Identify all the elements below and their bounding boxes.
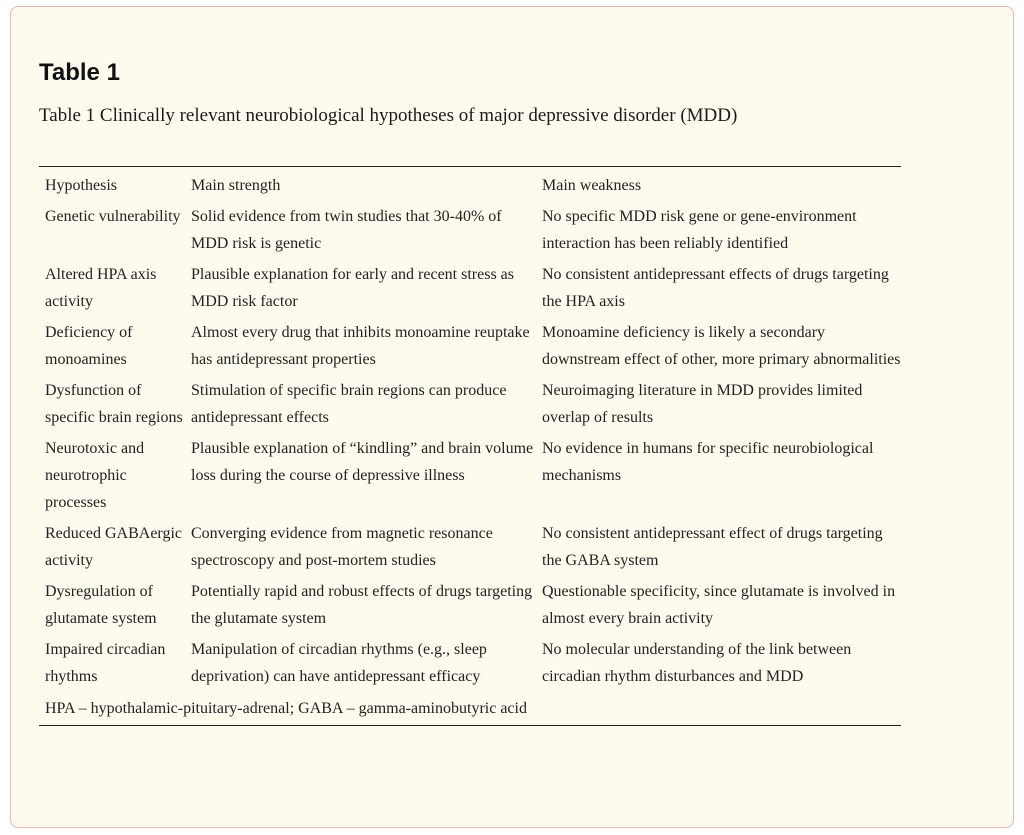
hypothesis-cell: Dysfunction of specific brain regions <box>45 382 183 426</box>
table-header-row <box>39 167 901 200</box>
hypotheses-table <box>39 166 901 726</box>
strength-cell: Potentially rapid and robust effects of drugs targeting the glutamate system <box>191 583 533 627</box>
table-footnote-row <box>39 690 901 726</box>
hypothesis-cell: Dysregulation of glutamate system <box>45 583 157 627</box>
strength-cell: Stimulation of specific brain regions can produce antidepressant effects <box>191 382 507 426</box>
strength-cell: Converging evidence from magnetic resonance spectroscopy and post-mortem studies <box>191 525 493 569</box>
table-row <box>39 516 901 574</box>
hypothesis-cell: Neurotoxic and neurotrophic processes <box>45 440 145 511</box>
table-heading: Table 1 <box>39 59 120 86</box>
table-row <box>39 373 901 431</box>
weakness-cell: No consistent antidepressant effect of drugs targeting the GABA system <box>542 525 883 569</box>
table-footnote: HPA – hypothalamic-pituitary-adrenal; GABA – gamma-aminobutyric acid <box>45 700 527 717</box>
strength-cell: Almost every drug that inhibits monoamine reuptake has antidepressant properties <box>191 324 530 368</box>
weakness-cell: No consistent antidepressant effects of drugs targeting the HPA axis <box>542 266 889 310</box>
hypothesis-cell: Genetic vulnerability <box>45 208 181 225</box>
strength-cell: Plausible explanation of “kindling” and brain volume loss during the course of depressive illness <box>191 440 534 484</box>
weakness-cell: No specific MDD risk gene or gene-environment interaction has been reliably identified <box>542 208 857 252</box>
table-row <box>39 431 901 516</box>
weakness-cell: Questionable specificity, since glutamate is involved in almost every brain activity <box>542 583 896 627</box>
hypothesis-cell: Reduced GABAergic activity <box>45 525 182 569</box>
weakness-cell: No evidence in humans for specific neurobiological mechanisms <box>542 440 874 484</box>
table-row <box>39 574 901 632</box>
hypothesis-cell: Impaired circadian rhythms <box>45 641 166 685</box>
table-row <box>39 315 901 373</box>
hypothesis-cell: Deficiency of monoamines <box>45 324 133 368</box>
strength-cell: Plausible explanation for early and recent stress as MDD risk factor <box>191 266 514 310</box>
weakness-cell: Neuroimaging literature in MDD provides limited overlap of results <box>542 382 863 426</box>
table-row <box>39 199 901 257</box>
table-row <box>39 632 901 690</box>
weakness-cell: Monoamine deficiency is likely a secondary downstream effect of other, more primary abnormalities <box>542 324 901 368</box>
strength-cell: Solid evidence from twin studies that 30-40% of MDD risk is genetic <box>191 208 502 252</box>
table-caption: Table 1 Clinically relevant neurobiological hypotheses of major depressive disorder (MDD) <box>39 105 738 126</box>
strength-cell: Manipulation of circadian rhythms (e.g., sleep deprivation) can have antidepressant efficacy <box>191 641 487 685</box>
column-header-weakness: Main weakness <box>542 177 642 194</box>
hypothesis-cell: Altered HPA axis activity <box>45 266 157 310</box>
weakness-cell: No molecular understanding of the link between circadian rhythm disturbances and MDD <box>542 641 852 685</box>
table-row <box>39 257 901 315</box>
column-header-strength: Main strength <box>191 177 281 194</box>
column-header-hypothesis: Hypothesis <box>45 177 117 194</box>
table-card <box>10 6 1014 828</box>
